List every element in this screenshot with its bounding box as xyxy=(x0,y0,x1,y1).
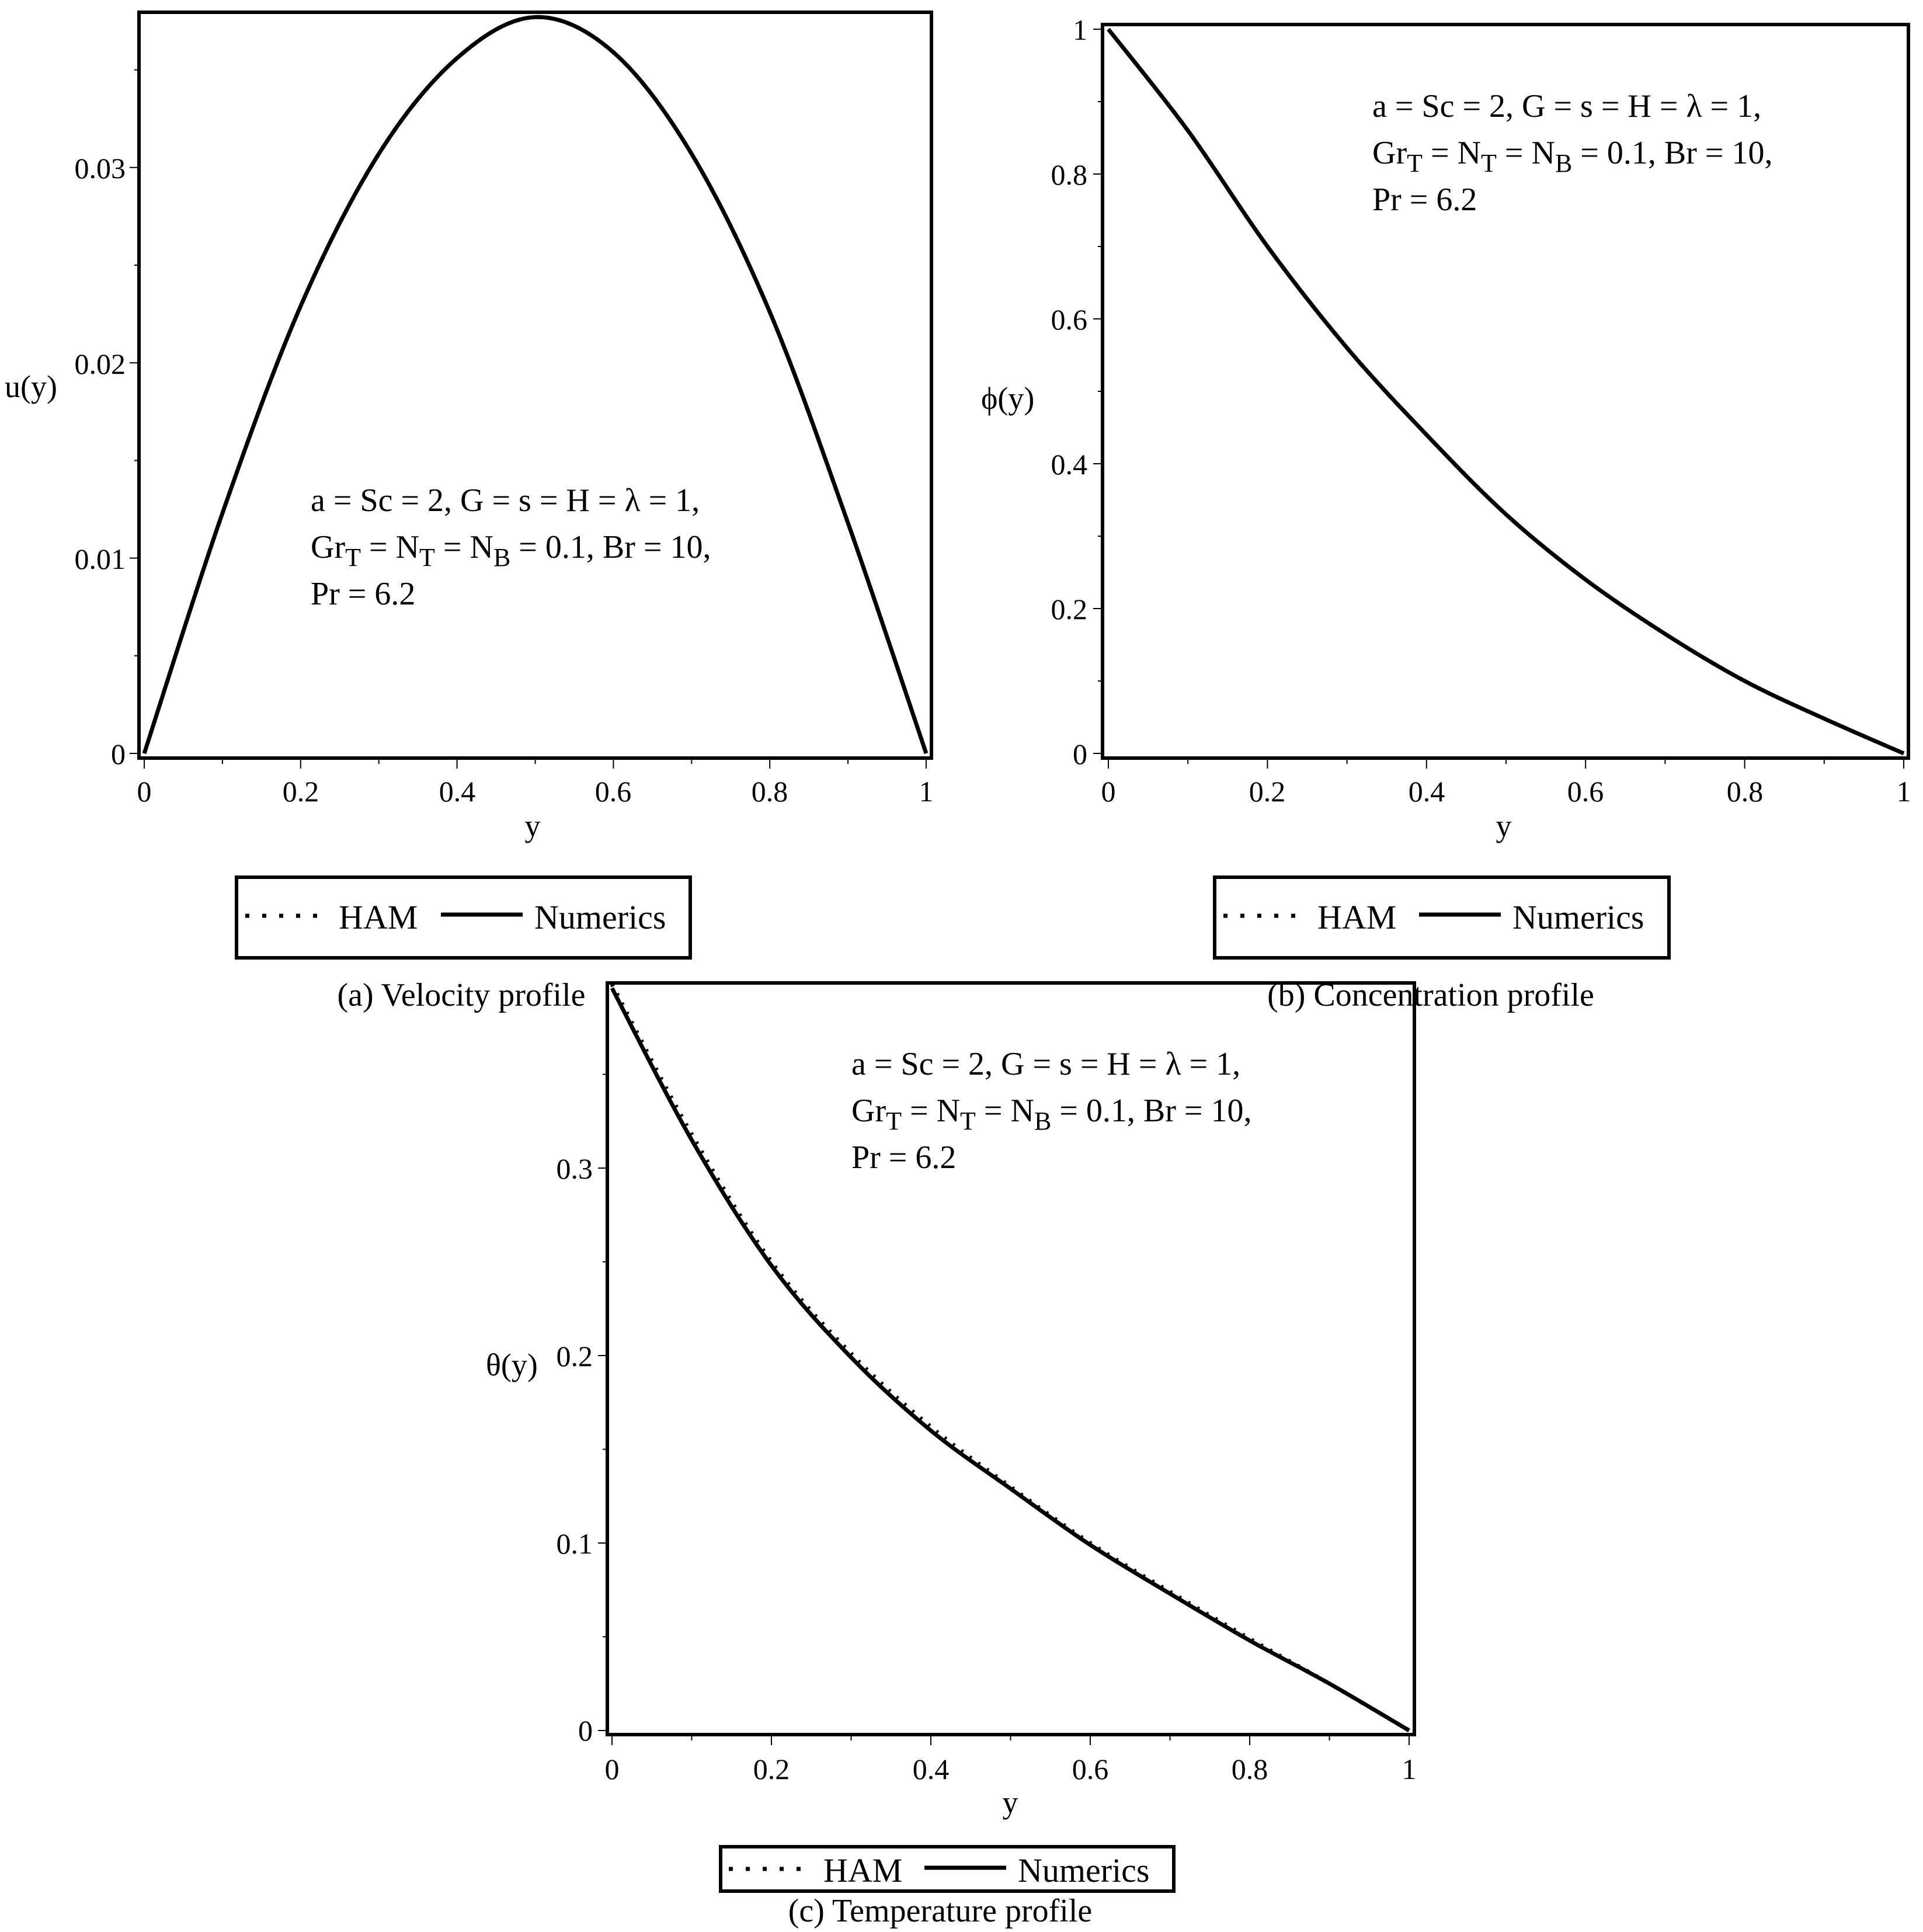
ticks-a xyxy=(130,70,926,769)
xtick-label: 0.6 xyxy=(594,775,632,808)
xtick-label: 0 xyxy=(1101,775,1116,808)
ytick-label: 0 xyxy=(111,738,126,770)
ytick-label: 0 xyxy=(578,1714,593,1747)
svg-text:GrT = NT = NB = 0.1, Br = 10,: $Gr_T = N_T = N_B = 0.1$, Br = 10, xyxy=(311,529,711,572)
panel-c-temperature xyxy=(486,983,1417,1929)
legend-b xyxy=(1215,877,1669,958)
ytick-label: 0.03 xyxy=(74,152,126,185)
caption-c: (c) Temperature profile xyxy=(788,1893,1093,1929)
xtick-label: 0.8 xyxy=(1726,775,1764,808)
xtick-label: 1 xyxy=(1896,775,1911,808)
xtick-label: 0.8 xyxy=(751,775,788,808)
parameter-annotation-c xyxy=(851,1046,1251,1176)
xtick-label: 0 xyxy=(137,775,152,808)
xtick-label: 1 xyxy=(919,775,934,808)
svg-text:a = Sc = 2, G = s = H = λ = 1: a = Sc = 2, G = s = H = λ = 1, xyxy=(851,1046,1241,1082)
ytick-label: 1 xyxy=(1073,13,1087,46)
svg-text:Pr = 6.2: Pr = 6.2 xyxy=(311,576,416,612)
caption-b: (b) Concentration profile xyxy=(1267,977,1594,1013)
legend-ham-label: HAM xyxy=(1317,898,1397,936)
xtick-label: 0.4 xyxy=(912,1753,950,1785)
x-axis-label: y xyxy=(1496,808,1512,843)
ytick-label: 0.2 xyxy=(556,1340,593,1372)
legend-a xyxy=(237,877,690,958)
xtick-label: 0.2 xyxy=(1249,775,1286,808)
panel-a-velocity xyxy=(5,12,934,1013)
ytick-label: 0.02 xyxy=(74,348,126,380)
ytick-label: 0.2 xyxy=(1051,593,1087,626)
xtick-label: 0.2 xyxy=(753,1753,790,1785)
ytick-label: 0.6 xyxy=(1051,303,1087,336)
xtick-label: 0.8 xyxy=(1231,1753,1268,1785)
y-axis-label: u(y) xyxy=(5,369,57,404)
ytick-label: 0.01 xyxy=(74,543,126,575)
svg-text:a = Sc = 2, G = s = H = λ = 1: a = Sc = 2, G = s = H = λ = 1, xyxy=(311,482,700,519)
y-axis-label: θ(y) xyxy=(486,1347,538,1382)
ytick-label: 0.1 xyxy=(556,1527,593,1560)
legend-numerics-label: Numerics xyxy=(1512,898,1644,936)
numerics-curve-a xyxy=(144,17,926,753)
ytick-label: 0.4 xyxy=(1051,448,1087,481)
caption-a: (a) Velocity profile xyxy=(337,977,586,1013)
ytick-label: 0.8 xyxy=(1051,158,1087,191)
legend-ham-label: HAM xyxy=(823,1851,903,1889)
xtick-label: 1 xyxy=(1402,1753,1417,1785)
svg-text:GrT = NT = NB = 0.1, Br = 10,: $Gr_T = N_T = N_B = 0.1$, Br = 10, xyxy=(1372,135,1773,178)
legend-numerics-label: Numerics xyxy=(534,898,666,936)
svg-text:GrT = NT = NB = 0.1, Br = 10,: $Gr_T = N_T = N_B = 0.1$, Br = 10, xyxy=(851,1093,1252,1135)
plot-frame-a xyxy=(139,12,931,758)
ytick-label: 0 xyxy=(1073,738,1087,770)
xtick-label: 0.2 xyxy=(282,775,319,808)
ytick-label: 0.3 xyxy=(556,1152,593,1185)
y-axis-label: ϕ(y) xyxy=(981,381,1035,416)
svg-text:Pr = 6.2: Pr = 6.2 xyxy=(851,1139,957,1176)
legend-ham-label: HAM xyxy=(339,898,418,936)
x-axis-label: y xyxy=(1002,1785,1018,1820)
ticks-c xyxy=(598,1075,1409,1746)
svg-text:Pr = 6.2: Pr = 6.2 xyxy=(1372,182,1477,218)
xtick-label: 0.4 xyxy=(439,775,476,808)
panel-b-concentration xyxy=(981,13,1911,1013)
xtick-label: 0 xyxy=(604,1753,620,1785)
ham-curve-a xyxy=(144,17,926,753)
xtick-label: 0.4 xyxy=(1408,775,1445,808)
parameter-annotation-b xyxy=(1372,88,1772,218)
xtick-label: 0.6 xyxy=(1567,775,1604,808)
xtick-label: 0.6 xyxy=(1072,1753,1109,1785)
legend-c xyxy=(721,1847,1174,1891)
svg-text:a = Sc = 2, G = s = H = λ = 1: a = Sc = 2, G = s = H = λ = 1, xyxy=(1372,88,1762,124)
legend-numerics-label: Numerics xyxy=(1018,1851,1150,1889)
x-axis-label: y xyxy=(524,808,541,843)
parameter-annotation-a xyxy=(311,482,711,612)
